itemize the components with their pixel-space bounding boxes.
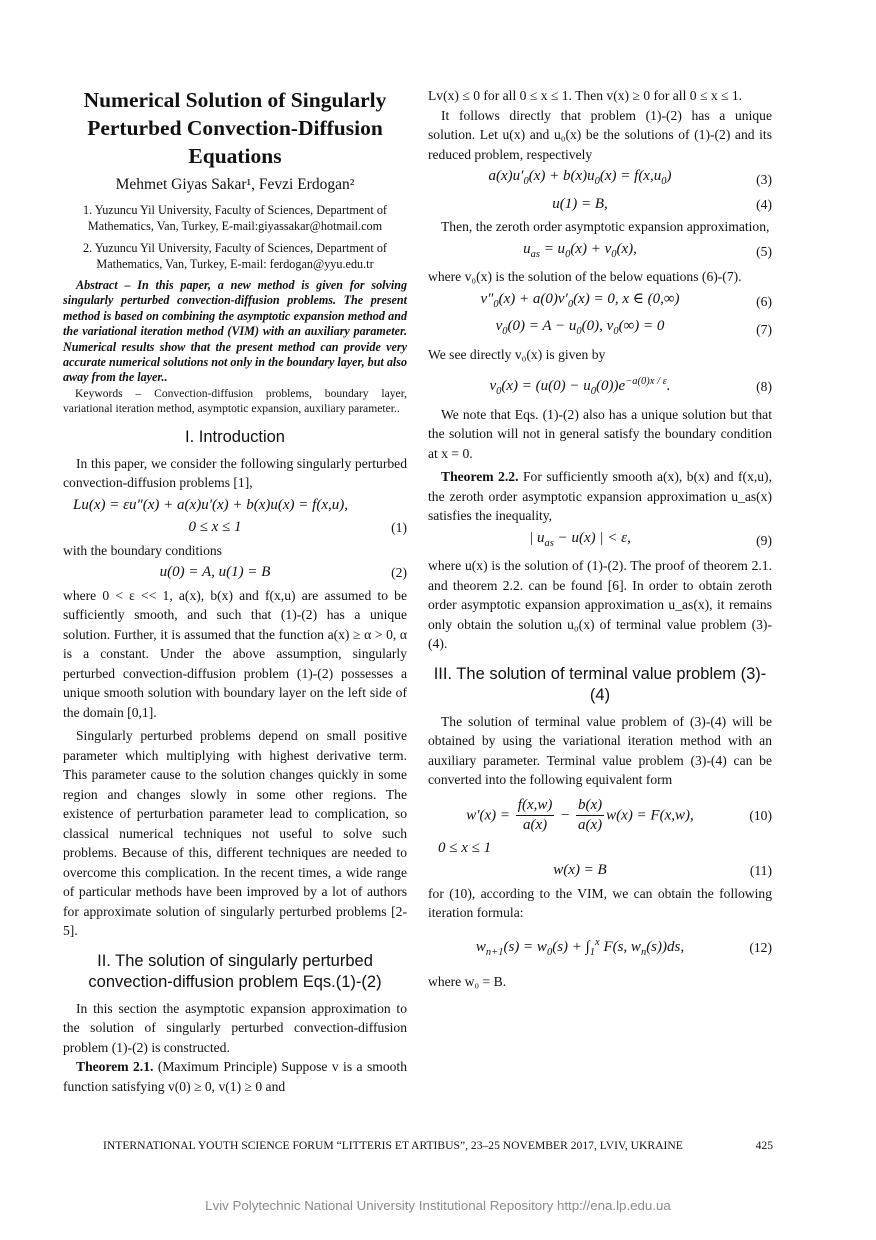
equation-number-12: (12) (749, 939, 772, 955)
right-paragraph-6: We note that Eqs. (1)-(2) also has a unique solution but that the solution will not in general satisfy the boundary condition at x = 0. (428, 406, 772, 461)
affiliation-2: 2. Yuzuncu Yil University, Faculty of Sciences, Department of Mathematics, Van, Turkey, E-mail: ferdogan@yyu.edu.tr (83, 241, 387, 271)
equation-12: $w_{n+1}(s) = w_0(s) + \int_1^x$ F(s, $w_n(s))ds$, (12) (475, 936, 772, 958)
equation-3: $a(x)u'_0(x) + b(x)u_0(x) = f(x,u_0)$ (3) (488, 168, 772, 187)
right-paragraph-4: where v₀(x) is the solution of the below equations (6)-(7). (428, 269, 742, 284)
section-heading-asymptotic: II. The solution of singularly perturbed convection-diffusion problem Eqs.(1)-(2) (88, 951, 382, 991)
section-heading-introduction: I. Introduction (185, 427, 285, 446)
theorem-2-2-text: For sufficiently smooth a(x), b(x) and f(x,u), the zeroth order asymptotic expansion approximation u_as(x) satisfies the inequality, (428, 469, 772, 523)
section2-paragraph-1: In this section the asymptotic expansion approximation to the solution of singularly perturbed convection-diffusion problem (1)-(2) is constructed. (63, 1000, 407, 1055)
theorem-2-1-text: (Maximum Principle) Suppose v is a smooth function satisfying v(0) ≥ 0, v(1) ≥ 0 and (63, 1059, 407, 1094)
equation-number-1: (1) (391, 520, 407, 536)
paper-title: Numerical Solution of Singularly Perturbed Convection-Diffusion Equations (83, 88, 387, 168)
equation-number-8: (8) (756, 379, 772, 394)
section-heading-terminal: III. The solution of terminal value problem (3)-(4) (433, 664, 767, 704)
intro-paragraph-3: Singularly perturbed problems depend on small positive parameter which multiplying with highest derivative term. This parameter cause to the solution changes quickly in some region and changes slowly in some other regions. The existence of perturbation parameter lead to complication, so classical numerical techniques not useful to solve such problems. Because of this, different techniques are needed to overcome this complication. In the recent times, a wide range of particular methods have been improved by a lot of authors for approximate solution of singularly perturbed problems [2-5]. (63, 728, 407, 939)
right-paragraph-9: for (10), according to the VIM, we can obtain the following iteration formula: (428, 885, 772, 920)
equation-number-10: (10) (749, 807, 772, 823)
equation-number-9: (9) (756, 533, 772, 548)
equation-number-7: (7) (756, 321, 772, 337)
equation-number-3: (3) (756, 171, 772, 187)
page-number: 425 (755, 1139, 773, 1152)
repository-watermark: Lviv Polytechnic National University Institutional Repository http://ena.lp.edu.ua (205, 1198, 671, 1213)
abstract: Abstract – In this paper, a new method is given for solving singularly perturbed convection-diffusion problems. The present method is based on combining the asymptotic expansion method and the variational iteration method (VIM) with an auxiliary parameter. Numerical results show that the present method can provide very accurate numerical solutions not only in the boundary layer, but also away from the layer.. (63, 278, 407, 385)
equation-number-4: (4) (756, 196, 772, 212)
equation-6: $v''_0(x) + a(0)v'_0(x) = 0$, x ∈ (0,∞) (6) (480, 290, 772, 310)
equation-1: Lu(x) = εu″(x) + a(x)u′(x) + b(x)u(x) = f(x,u), (73, 496, 348, 513)
equation-number-6: (6) (756, 294, 772, 309)
equation-10-domain: 0 ≤ x ≤ 1 (438, 839, 492, 856)
equation-7: $v_0(0) = A - u_0(0)$, $v_0(\infty) = 0$ (7) (495, 318, 772, 337)
left-column (63, 86, 407, 1096)
right-paragraph-10: where w₀ = B. (428, 974, 507, 989)
theorem-2-2 (428, 467, 772, 526)
theorem-2-1-continued: Lv(x) ≤ 0 for all 0 ≤ x ≤ 1. Then v(x) ≥ 0 for all 0 ≤ x ≤ 1. (428, 88, 743, 103)
right-paragraph-7: where u(x) is the solution of (1)-(2). The proof of theorem 2.1. and theorem 2.2. can be found [6]. In order to obtain zeroth order asymptotic expansion approximation u_as(x), it remains only obtain the solution u₀(x) of terminal value problem (3)-(4). (428, 558, 772, 651)
equation-number-5: (5) (756, 244, 772, 259)
page-footer (103, 1139, 773, 1152)
authors: Mehmet Giyas Sakar¹, Fevzi Erdogan² (115, 176, 355, 193)
equation-4: u(1) = B, (4) (428, 195, 772, 215)
keywords: Keywords – Convection-diffusion problems, boundary layer, variational iteration method, asymptotic expansion, auxiliary parameter.. (63, 386, 407, 416)
intro-paragraph-2: where 0 < ε << 1, a(x), b(x) and f(x,u) are assumed to be sufficiently smooth, and such that (1)-(2) has a unique solution. Further, it is assumed that the function a(x) ≥ α > 0, α is a constant. Under the above assumption, singularly perturbed convection-diffusion problem (1)-(2) possesses a unique smooth solution with boundary layer on the left side of the domain [0,1]. (63, 587, 407, 720)
equation-1-domain: 0 ≤ x ≤ 1 (1) (63, 518, 407, 538)
equation-9: | $u_{as} - u(x)$ | < ε, (9) (529, 529, 772, 549)
intro-paragraph-1: In this paper, we consider the following singularly perturbed convection-diffusion problems [1], (63, 455, 407, 491)
right-paragraph-3: Then, the zeroth order asymptotic expansion approximation, (441, 219, 770, 234)
equation-11: w(x) = B (11) (428, 861, 772, 881)
right-paragraph-2: It follows directly that problem (1)-(2) has a unique solution. Let u(x) and u₀(x) be the solutions of (1)-(2) and its reduced problem, respectively (428, 107, 772, 162)
right-paragraph-5: We see directly v₀(x) is given by (428, 346, 606, 362)
theorem-2-2-label: Theorem 2.2. (441, 469, 519, 484)
boundary-conditions-text: with the boundary conditions (63, 542, 222, 558)
conference-name: INTERNATIONAL YOUTH SCIENCE FORUM “LITTERIS ET ARTIBUS”, 23–25 NOVEMBER 2017, LVIV, UKRAINE (103, 1139, 683, 1152)
theorem-2-1-label: Theorem 2.1. (76, 1059, 154, 1075)
equation-10: w′(x) = $\frac{f(x,w)}{a(x)}$ − $\frac{b(x)}{a(x)}$ w(x) = F(x,w), (10) (466, 796, 772, 833)
equation-5: $u_{as} = u_0(x) + v_0(x)$, (5) (523, 240, 772, 260)
right-column (428, 86, 772, 992)
theorem-2-1 (63, 1057, 407, 1096)
affiliation-1: 1. Yuzuncu Yil University, Faculty of Sciences, Department of Mathematics, Van, Turkey, E-mail:giyassakar@hotmail.com (83, 203, 387, 233)
equation-8: $v_0(x) = (u(0) - u_0(0))e^{-a(0)x / \varepsilon}$. (8) (489, 376, 772, 397)
equation-number-2: (2) (391, 565, 407, 581)
equation-number-11: (11) (749, 863, 772, 878)
equation-2: u(0) = A, u(1) = B (2) (63, 563, 407, 583)
section3-paragraph-1: The solution of terminal value problem of (3)-(4) will be obtained by using the variational iteration method with an auxiliary parameter. Terminal value problem (3)-(4) can be converted into the following equivalent form (428, 713, 772, 787)
